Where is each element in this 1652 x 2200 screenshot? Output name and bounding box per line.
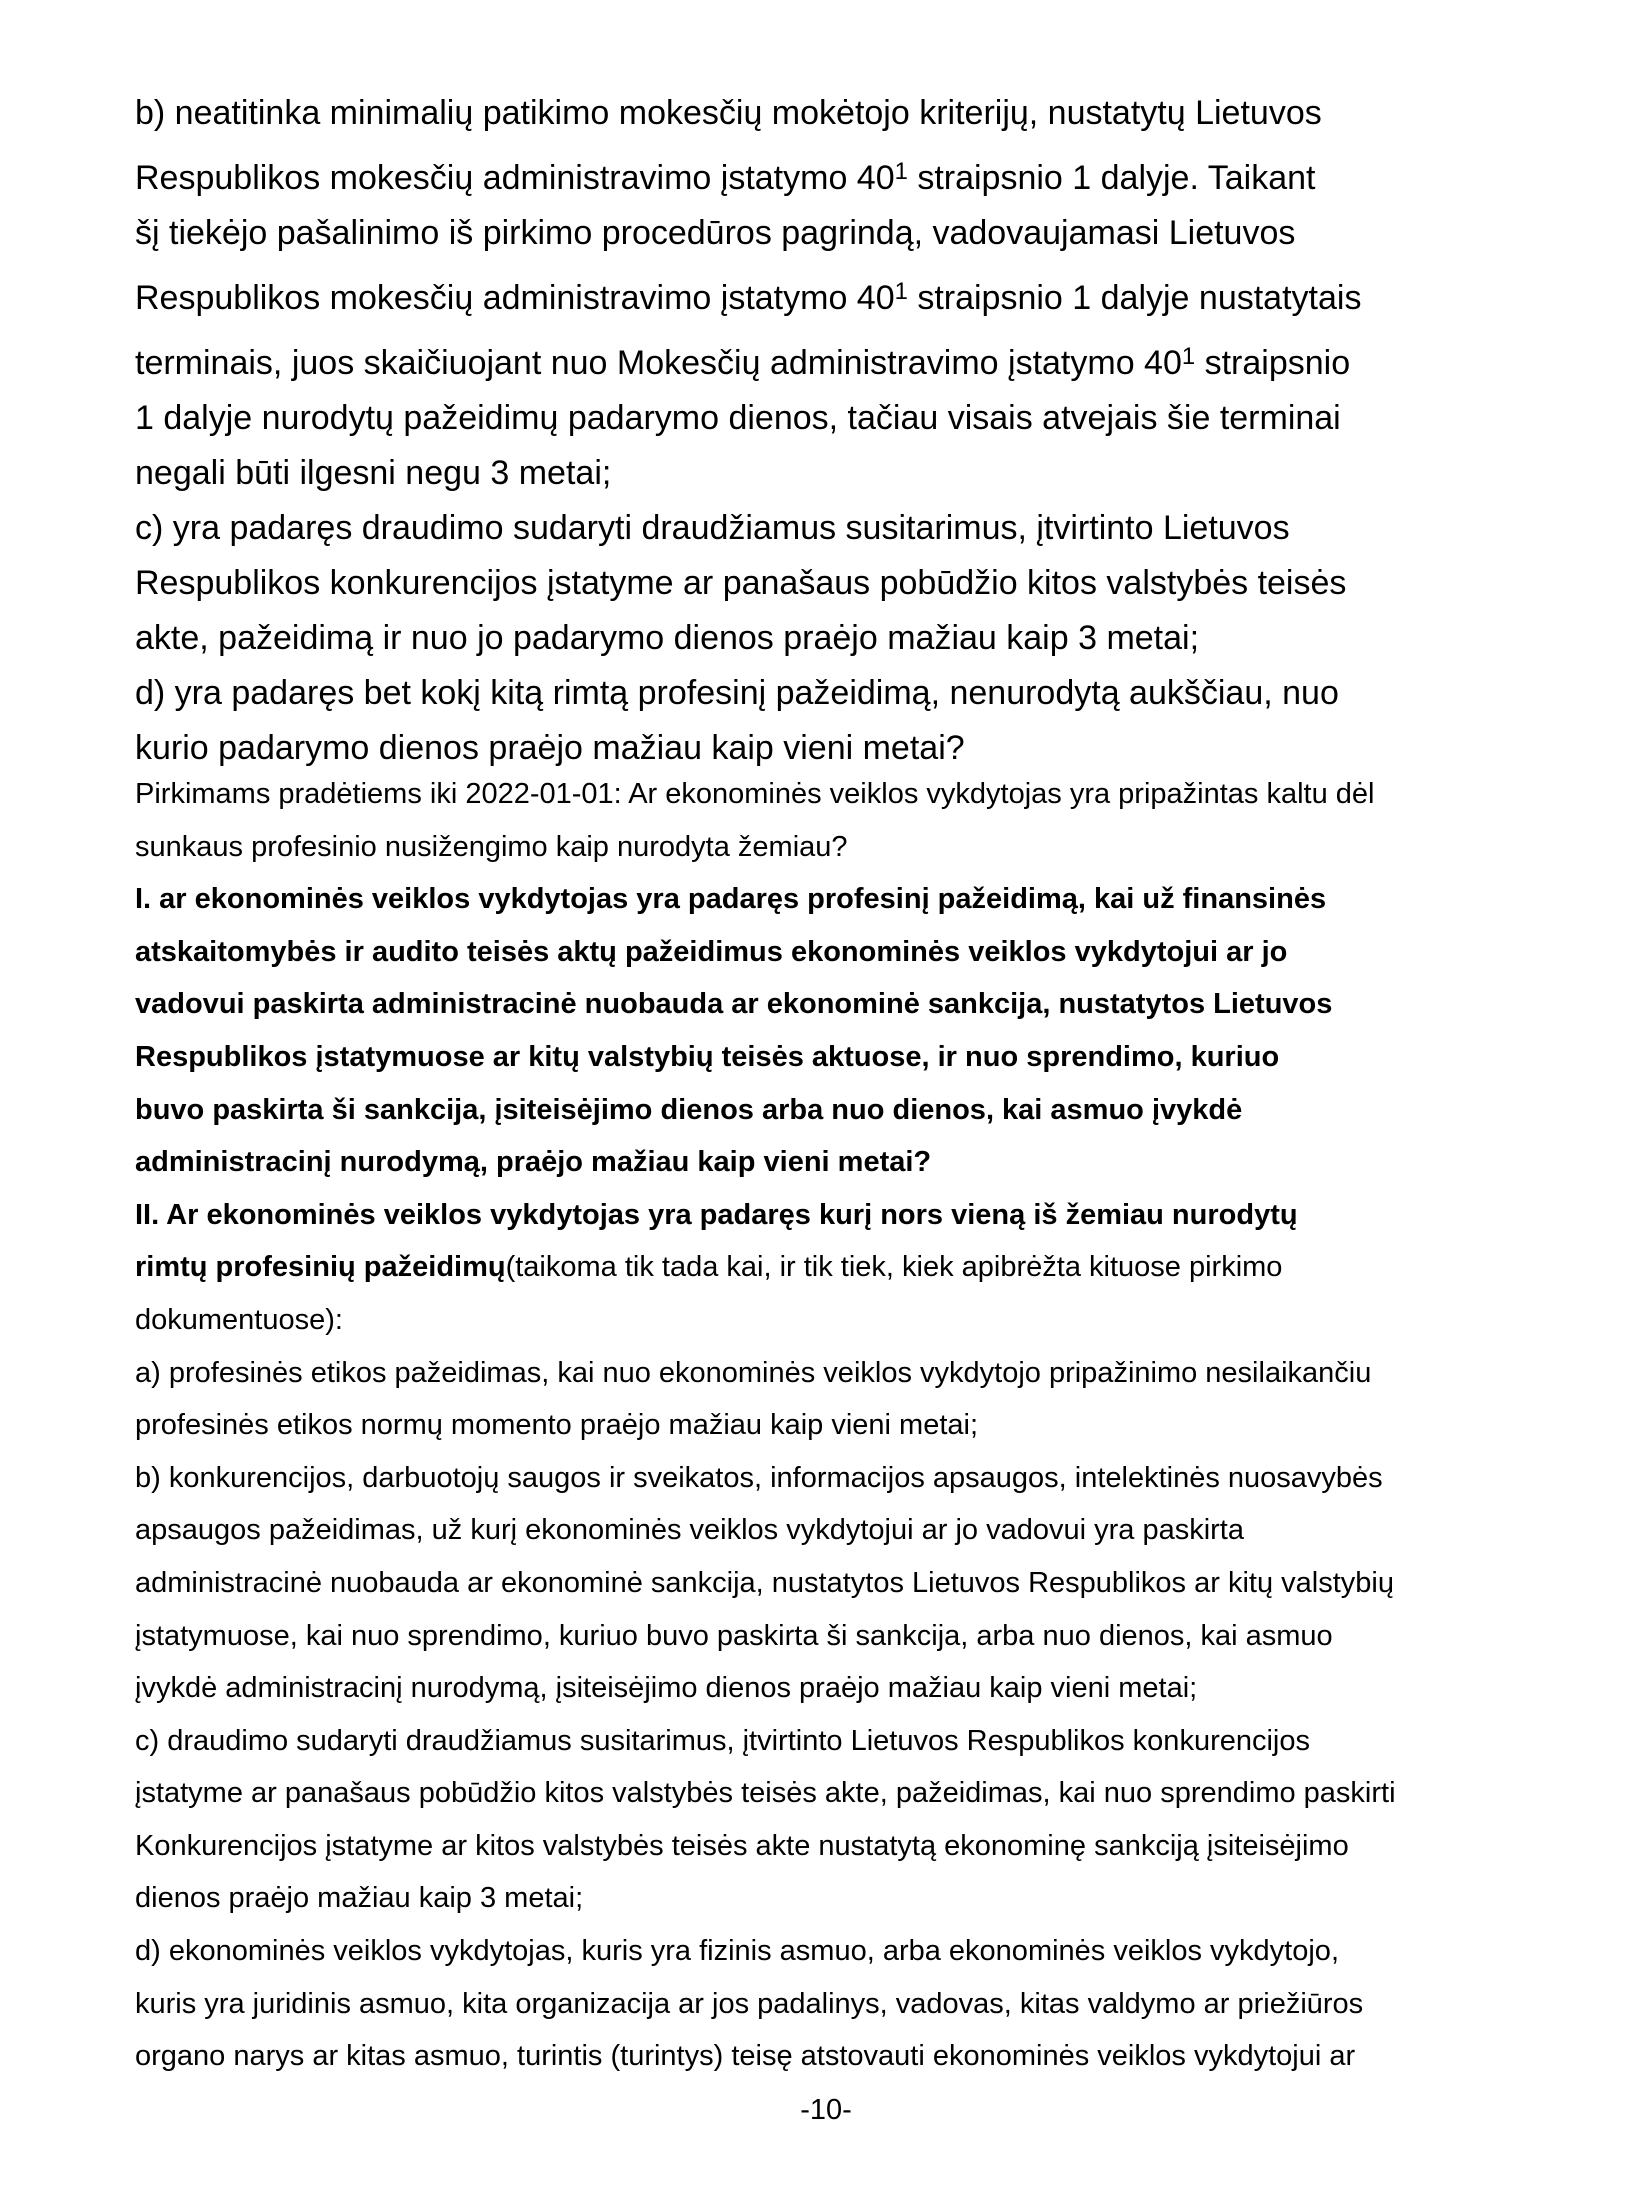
text-segment: terminais, juos skaičiuojant nuo Mokesčių administravimo įstatymo 40 bbox=[135, 344, 1182, 382]
text-segment: buvo paskirta ši sankcija, įsiteisėjimo dienos arba nuo dienos, kai asmuo įvykdė bbox=[135, 1093, 1243, 1126]
text-segment: c) yra padaręs draudimo sudaryti draudžiamus susitarimus, įtvirtinto Lietuvos bbox=[135, 509, 1290, 547]
text-line bbox=[135, 1189, 1612, 1242]
text-segment: Respublikos įstatymuose ar kitų valstybių teisės aktuose, ir nuo sprendimo, kuriuo bbox=[135, 1040, 1280, 1073]
text-segment: organo narys ar kitas asmuo, turintis (turintys) teisę atstovauti ekonominės veiklos vykdytojui ar bbox=[135, 2040, 1356, 2073]
text-line bbox=[135, 768, 1612, 821]
text-segment: Pirkimams pradėtiems iki 2022-01-01: Ar ekonominės veiklos vykdytojas yra pripažintas kaltu dėl bbox=[135, 778, 1375, 810]
text-line bbox=[135, 501, 1612, 556]
text-segment: 1 dalyje nurodytų pažeidimų padarymo dienos, tačiau visais atvejais šie terminai bbox=[135, 399, 1341, 437]
text-line bbox=[135, 926, 1612, 979]
text-segment: straipsnio 1 dalyje. Taikant bbox=[907, 159, 1316, 197]
text-line bbox=[135, 391, 1612, 446]
text-segment: sunkaus profesinio nusižengimo kaip nurodyta žemiau? bbox=[135, 830, 848, 863]
clause-section-large bbox=[135, 86, 1612, 776]
text-line bbox=[135, 1610, 1612, 1663]
text-segment: Respublikos mokesčių administravimo įstatymo 40 bbox=[135, 279, 895, 317]
text-line bbox=[135, 1925, 1612, 1978]
text-line bbox=[135, 336, 1612, 391]
text-line bbox=[135, 821, 1612, 874]
text-line bbox=[135, 86, 1612, 141]
superscript-reference: 1 bbox=[1181, 343, 1196, 371]
superscript-reference: 1 bbox=[894, 278, 908, 306]
text-line bbox=[135, 1294, 1612, 1347]
text-line bbox=[135, 1978, 1612, 2031]
text-line bbox=[135, 2030, 1612, 2083]
text-line bbox=[135, 1452, 1612, 1505]
text-line bbox=[135, 1557, 1612, 1610]
text-line bbox=[135, 1715, 1612, 1768]
text-line bbox=[135, 1399, 1612, 1452]
text-segment: įstatymuose, kai nuo sprendimo, kuriuo buvo paskirta ši sankcija, arba nuo dienos, kai asmuo bbox=[135, 1619, 1333, 1652]
text-line bbox=[135, 873, 1612, 926]
text-line bbox=[135, 1504, 1612, 1557]
text-line bbox=[135, 1767, 1612, 1820]
text-line bbox=[135, 556, 1612, 611]
text-segment: I. ar ekonominės veiklos vykdytojas yra padaręs profesinį pažeidimą, kai už finansinės bbox=[135, 883, 1327, 916]
text-line bbox=[135, 1872, 1612, 1925]
text-segment: straipsnio bbox=[1195, 344, 1351, 382]
text-line bbox=[135, 151, 1612, 206]
text-line bbox=[135, 1662, 1612, 1715]
text-line bbox=[135, 978, 1612, 1031]
text-segment: c) draudimo sudaryti draudžiamus susitarimus, įtvirtinto Lietuvos Respublikos konkurencijos bbox=[135, 1724, 1310, 1757]
text-segment: b) neatitinka minimalių patikimo mokesčių mokėtojo kriterijų, nustatytų Lietuvos bbox=[135, 94, 1322, 132]
text-segment: atskaitomybės ir audito teisės aktų pažeidimus ekonominės veiklos vykdytojui ar jo bbox=[135, 935, 1288, 968]
text-segment: šį tiekėjo pašalinimo iš pirkimo procedūros pagrindą, vadovaujamasi Lietuvos bbox=[135, 214, 1296, 252]
text-segment: rimtų profesinių pažeidimų bbox=[135, 1251, 506, 1284]
text-segment: profesinės etikos normų momento praėjo mažiau kaip vieni metai; bbox=[135, 1409, 979, 1442]
text-segment: II. Ar ekonominės veiklos vykdytojas yra padaręs kurį nors vieną iš žemiau nurodytų bbox=[135, 1198, 1298, 1231]
text-segment: apsaugos pažeidimas, už kurį ekonominės veiklos vykdytojui ar jo vadovui yra paskirta bbox=[135, 1514, 1244, 1547]
text-segment: įvykdė administracinį nurodymą, įsiteisėjimo dienos praėjo mažiau kaip vieni metai; bbox=[135, 1672, 1198, 1705]
text-segment: Konkurencijos įstatyme ar kitos valstybės teisės akte nustatytą ekonominę sankciją įsiteisėjimo bbox=[135, 1829, 1349, 1862]
text-segment: vadovui paskirta administracinė nuobauda ar ekonominė sankcija, nustatytos Lietuvos bbox=[135, 988, 1333, 1021]
text-line bbox=[135, 1084, 1612, 1137]
text-line bbox=[135, 1031, 1612, 1084]
clause-section-small bbox=[135, 768, 1612, 2083]
text-line bbox=[135, 206, 1612, 261]
text-line bbox=[135, 1136, 1612, 1189]
text-segment: Respublikos konkurencijos įstatyme ar panašaus pobūdžio kitos valstybės teisės bbox=[135, 564, 1347, 602]
text-line bbox=[135, 1820, 1612, 1873]
text-line bbox=[135, 446, 1612, 501]
text-segment: d) ekonominės veiklos vykdytojas, kuris yra fizinis asmuo, arba ekonominės veiklos vykdytojo, bbox=[135, 1935, 1339, 1968]
text-segment: straipsnio 1 dalyje nustatytais bbox=[907, 279, 1362, 317]
text-segment: Respublikos mokesčių administravimo įstatymo 40 bbox=[135, 159, 895, 197]
text-line bbox=[135, 271, 1612, 326]
text-segment: akte, pažeidimą ir nuo jo padarymo dienos praėjo mažiau kaip 3 metai; bbox=[135, 619, 1200, 657]
text-line bbox=[135, 666, 1612, 721]
text-segment: administracinė nuobauda ar ekonominė sankcija, nustatytos Lietuvos Respublikos ar kitų valstybių bbox=[135, 1566, 1394, 1599]
text-segment: kurio padarymo dienos praėjo mažiau kaip vieni metai? bbox=[135, 729, 965, 767]
text-segment: dokumentuose): bbox=[135, 1303, 343, 1336]
text-segment: kuris yra juridinis asmuo, kita organizacija ar jos padalinys, vadovas, kitas valdymo ar priežiūros bbox=[135, 1987, 1364, 2020]
text-segment: dienos praėjo mažiau kaip 3 metai; bbox=[135, 1882, 584, 1915]
text-line bbox=[135, 1347, 1612, 1400]
text-segment: b) konkurencijos, darbuotojų saugos ir sveikatos, informacijos apsaugos, intelektinės nuosavybės bbox=[135, 1461, 1383, 1494]
text-segment: administracinį nurodymą, praėjo mažiau kaip vieni metai? bbox=[135, 1146, 932, 1179]
text-segment: negali būti ilgesni negu 3 metai; bbox=[135, 454, 612, 492]
text-line bbox=[135, 1241, 1612, 1294]
text-segment: (taikoma tik tada kai, ir tik tiek, kiek apibrėžta kituose pirkimo bbox=[505, 1251, 1283, 1284]
text-segment: a) profesinės etikos pažeidimas, kai nuo ekonominės veiklos vykdytojo pripažinimo nesilaikančiu bbox=[135, 1356, 1372, 1389]
text-segment: d) yra padaręs bet kokį kitą rimtą profesinį pažeidimą, nenurodytą aukščiau, nuo bbox=[135, 674, 1339, 712]
text-segment: įstatyme ar panašaus pobūdžio kitos valstybės teisės akte, pažeidimas, kai nuo sprendimo paskirti bbox=[135, 1777, 1396, 1810]
page-number: -10- bbox=[800, 2094, 852, 2126]
text-line bbox=[135, 611, 1612, 666]
superscript-reference: 1 bbox=[894, 158, 908, 186]
